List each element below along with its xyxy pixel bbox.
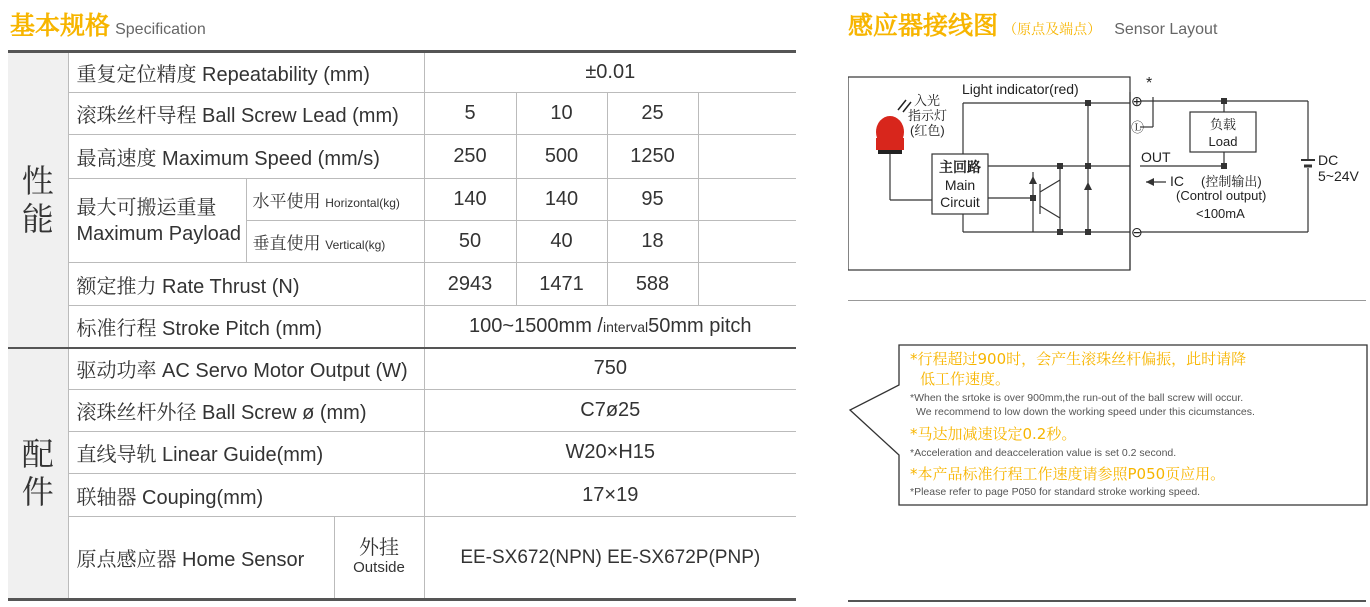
- zener-diode: [1084, 182, 1092, 190]
- row-thrust: [8, 263, 796, 306]
- l-terminal-icon: Ⓛ: [1131, 120, 1145, 135]
- value-speed-2: 500: [516, 135, 607, 179]
- label-payload-cn: 最大可搬运重量: [76, 196, 217, 219]
- category-performance: [8, 52, 68, 348]
- value-motor: 750: [424, 348, 796, 390]
- note-1-en: *When the srtoke is over 900mm,the run-out of the ball screw will occur.: [910, 392, 1244, 404]
- row-lead: [8, 93, 796, 135]
- transistor-collector: [1040, 180, 1060, 192]
- incident-label-3: (红色): [910, 123, 945, 138]
- value-stroke-a: 100~1500mm /: [469, 314, 603, 337]
- control-output-en: (Control output): [1176, 188, 1267, 203]
- out-label: OUT: [1141, 149, 1171, 165]
- lamp-socket: [878, 150, 902, 154]
- row-coupling: [8, 474, 796, 517]
- label-horizontal-en: Horizontal(kg): [325, 196, 400, 210]
- indicator-lamp: [876, 100, 911, 154]
- label-motor: 驱动功率 AC Servo Motor Output (W): [68, 348, 424, 390]
- diagram-labels: [908, 75, 1360, 240]
- note-1-en-2: We recommend to low down the working speed under this cicumstances.: [916, 406, 1255, 418]
- spec-table: [8, 50, 796, 601]
- row-speed: [8, 135, 796, 179]
- notes-callout: [848, 343, 1370, 509]
- empty-cell: [698, 179, 796, 221]
- label-coupling: 联轴器 Couping(mm): [68, 474, 424, 517]
- label-thrust: 额定推力 Rate Thrust (N): [68, 263, 424, 306]
- label-vertical-cn: 垂直使用: [252, 234, 321, 253]
- transistor-emitter: [1040, 206, 1060, 218]
- empty-cell: [698, 93, 796, 135]
- lamp-base: [876, 138, 904, 150]
- value-vertical-2: 40: [516, 221, 607, 263]
- value-speed-3: 1250: [607, 135, 698, 179]
- note-1-cn: *行程超过900时，会产生滚珠丝杆偏振，此时请降: [910, 350, 1247, 368]
- value-coupling: 17×19: [424, 474, 796, 517]
- sensor-heading-cn: 感应器接线图: [848, 11, 999, 40]
- spec-heading: [10, 6, 206, 42]
- main-circuit-label-3: Circuit: [940, 194, 980, 210]
- incident-label-2: 指示灯: [908, 108, 948, 123]
- value-lead-1: 5: [424, 93, 516, 135]
- note-2-en: *Acceleration and deacceleration value is set 0.2 second.: [910, 447, 1177, 459]
- row-motor: [8, 348, 796, 390]
- row-home-sensor: [8, 517, 796, 600]
- value-thrust-1: 2943: [424, 263, 516, 306]
- value-horizontal-1: 140: [424, 179, 516, 221]
- value-horizontal-3: 95: [607, 179, 698, 221]
- divider: [848, 300, 1366, 301]
- main-circuit-label-2: Main: [944, 177, 976, 193]
- value-lead-3: 25: [607, 93, 698, 135]
- home-sensor-mount: [334, 517, 424, 600]
- label-horizontal: [246, 179, 424, 221]
- star-label: *: [1146, 75, 1153, 92]
- row-payload-horizontal: [8, 179, 796, 221]
- category-components-1: 配: [21, 435, 54, 474]
- value-lead-2: 10: [516, 93, 607, 135]
- main-circuit-label-1: 主回路: [939, 159, 981, 175]
- value-horizontal-2: 140: [516, 179, 607, 221]
- value-home-sensor: EE-SX672(NPN) EE-SX672P(PNP): [424, 517, 796, 600]
- value-vertical-3: 18: [607, 221, 698, 263]
- category-performance-1: 性: [21, 161, 54, 200]
- plus-terminal-icon: ⊕: [1131, 93, 1143, 109]
- zener-diode-2: [1029, 176, 1037, 184]
- category-performance-2: 能: [21, 199, 54, 238]
- label-home-sensor: 原点感应器 Home Sensor: [68, 517, 334, 600]
- bottom-rule: [848, 600, 1366, 602]
- dc-label-1: DC: [1318, 152, 1339, 168]
- value-screw-od: C7ø25: [424, 390, 796, 432]
- note-3-en: *Please refer to page P050 for standard stroke working speed.: [910, 486, 1201, 498]
- node-6: [1030, 195, 1036, 201]
- value-speed-1: 250: [424, 135, 516, 179]
- value-stroke-c: 50mm pitch: [648, 314, 752, 337]
- node-5: [1085, 229, 1091, 235]
- control-output-cn: (控制输出): [1201, 174, 1262, 189]
- node-2: [1085, 163, 1091, 169]
- row-screw-od: [8, 390, 796, 432]
- ic-label: IC: [1170, 173, 1184, 189]
- spec-heading-cn: 基本规格: [10, 11, 111, 40]
- value-guide: W20×H15: [424, 432, 796, 474]
- mount-cn: 外挂: [359, 536, 399, 559]
- sensor-heading: [848, 6, 1217, 42]
- label-horizontal-cn: 水平使用: [252, 192, 321, 211]
- light-indicator-label: Light indicator(red): [962, 81, 1079, 97]
- sensor-wiring-diagram: [848, 72, 1368, 272]
- empty-cell: [698, 221, 796, 263]
- label-vertical: [246, 221, 424, 263]
- value-stroke-b: interval: [603, 318, 649, 335]
- empty-cell: [698, 263, 796, 306]
- label-lead: 滚珠丝杆导程 Ball Screw Lead (mm): [68, 93, 424, 135]
- label-repeatability: 重复定位精度 Repeatability (mm): [68, 52, 424, 93]
- note-2-cn: *马达加减速设定0.2秒。: [910, 425, 1077, 443]
- incident-label-1: 入光: [914, 93, 941, 108]
- label-payload: [68, 179, 246, 263]
- node-8: [1221, 163, 1227, 169]
- row-repeatability: [8, 52, 796, 93]
- current-label: <100mA: [1196, 206, 1245, 221]
- node-4: [1057, 229, 1063, 235]
- category-components: [8, 348, 68, 600]
- mount-en: Outside: [353, 558, 405, 576]
- label-vertical-en: Vertical(kg): [325, 238, 386, 252]
- ic-arrow-head: [1146, 178, 1154, 186]
- value-vertical-1: 50: [424, 221, 516, 263]
- minus-terminal-icon: ⊖: [1131, 224, 1143, 240]
- value-thrust-3: 588: [607, 263, 698, 306]
- label-guide: 直线导轨 Linear Guide(mm): [68, 432, 424, 474]
- sensor-heading-sub: （原点及端点）: [1003, 22, 1102, 38]
- value-repeatability: ±0.01: [424, 52, 796, 93]
- node-7: [1221, 98, 1227, 104]
- label-speed: 最高速度 Maximum Speed (mm/s): [68, 135, 424, 179]
- value-thrust-2: 1471: [516, 263, 607, 306]
- value-stroke: [424, 306, 796, 348]
- label-stroke: 标准行程 Stroke Pitch (mm): [68, 306, 424, 348]
- load-label-en: Load: [1208, 134, 1238, 149]
- dc-label-2: 5~24V: [1318, 168, 1359, 184]
- load-label-cn: 负载: [1209, 117, 1237, 132]
- category-components-2: 件: [21, 473, 54, 512]
- row-stroke: [8, 306, 796, 348]
- node-1: [1085, 100, 1091, 106]
- node-3: [1057, 163, 1063, 169]
- label-payload-en: Maximum Payload: [76, 222, 242, 245]
- note-1-cn-2: 低工作速度。: [920, 370, 1011, 388]
- spec-heading-en: Specification: [115, 21, 206, 38]
- note-3-cn: *本产品标准行程工作速度请参照P050页应用。: [910, 465, 1226, 483]
- sensor-heading-en: Sensor Layout: [1114, 21, 1218, 38]
- label-screw-od: 滚珠丝杆外径 Ball Screw ø (mm): [68, 390, 424, 432]
- row-guide: [8, 432, 796, 474]
- empty-cell: [698, 135, 796, 179]
